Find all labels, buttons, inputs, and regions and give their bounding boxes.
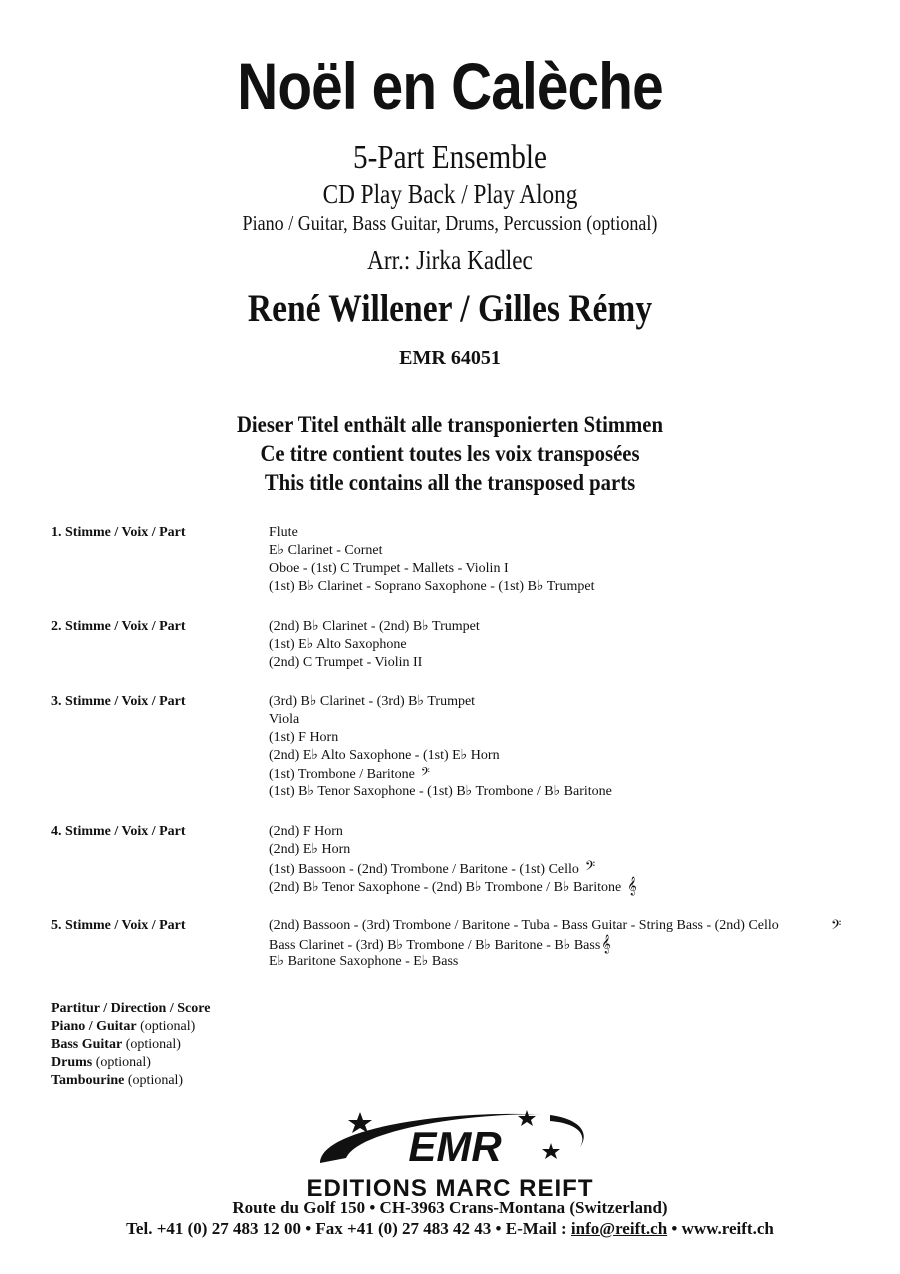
instrument-line: Flute xyxy=(269,525,298,540)
email-link[interactable]: info@reift.ch xyxy=(570,1219,668,1238)
catalog-code: EMR 64051 xyxy=(399,347,501,369)
ensemble-subtitle: 5-Part Ensemble xyxy=(352,139,548,176)
note-german: Dieser Titel enthält alle transponierten Stimmen xyxy=(236,412,664,437)
instrument-line: (1st) Bassoon - (2nd) Trombone / Baritone - (1st) Cello 𝄢 xyxy=(269,858,596,877)
part-1-label: 1. Stimme / Voix / Part xyxy=(51,525,186,540)
instrument-line: (2nd) C Trumpet - Violin II xyxy=(269,655,423,670)
instrument-line: (2nd) Bassoon - (3rd) Trombone / Baritone - Tuba - Bass Guitar - String Bass - (2nd) Cello xyxy=(269,918,779,933)
part-4-label: 4. Stimme / Voix / Part xyxy=(51,824,186,839)
star-icon xyxy=(348,1112,372,1133)
note-french: Ce titre contient toutes les voix transposées xyxy=(260,441,640,466)
part-2-instruments xyxy=(269,618,480,672)
instrument-line: (2nd) E♭ Horn xyxy=(269,842,351,857)
instrument-line: (1st) E♭ Alto Saxophone xyxy=(269,637,407,652)
publisher-contact: Tel. +41 (0) 27 483 12 00 • Fax +41 (0) 27 483 42 43 • E-Mail : info@reift.ch • www.reift.ch xyxy=(126,1219,774,1238)
bass-clef-icon: 𝄢 xyxy=(584,858,596,877)
instrument-line: (2nd) B♭ Tenor Saxophone - (2nd) B♭ Trombone / B♭ Baritone 𝄞 xyxy=(269,876,637,895)
bass-clef-icon: 𝄢 xyxy=(420,766,430,782)
instrument-line: Bass Clarinet - (3rd) B♭ Trombone / B♭ Baritone - B♭ Bass𝄞 xyxy=(269,934,611,953)
list-item: Piano / Guitar (optional) xyxy=(51,1019,196,1034)
note-english: This title contains all the transposed parts xyxy=(264,470,636,495)
instrument-line: E♭ Clarinet - Cornet xyxy=(269,543,383,558)
instrument-line: (1st) F Horn xyxy=(269,730,339,745)
treble-clef-icon: 𝄞 xyxy=(601,934,611,953)
list-item: Tambourine (optional) xyxy=(51,1073,184,1088)
instrument-line: (2nd) B♭ Clarinet - (2nd) B♭ Trumpet xyxy=(269,619,480,634)
part-5-label: 5. Stimme / Voix / Part xyxy=(51,918,186,933)
additional-parts-list xyxy=(51,1000,210,1090)
treble-clef-icon: 𝄞 xyxy=(627,876,637,895)
list-item: Partitur / Direction / Score xyxy=(51,1001,211,1016)
instrument-line: (2nd) F Horn xyxy=(269,824,343,839)
composers: René Willener / Gilles Rémy xyxy=(247,287,653,330)
arranger: Arr.: Jirka Kadlec xyxy=(367,245,533,275)
instrument-line: (2nd) E♭ Alto Saxophone - (1st) E♭ Horn xyxy=(269,748,500,763)
instrument-line: E♭ Baritone Saxophone - E♭ Bass xyxy=(269,954,459,969)
instrumentation-subtitle: Piano / Guitar, Bass Guitar, Drums, Percussion (optional) xyxy=(242,211,658,235)
part-3-instruments xyxy=(269,693,612,801)
publisher-logo xyxy=(250,1103,650,1203)
part-2-label: 2. Stimme / Voix / Part xyxy=(51,619,186,634)
instrument-line: Viola xyxy=(269,712,300,727)
playback-subtitle: CD Play Back / Play Along xyxy=(322,179,578,209)
instrument-line: (1st) B♭ Clarinet - Soprano Saxophone - (1st) B♭ Trumpet xyxy=(269,579,595,594)
logo-swoosh-tail xyxy=(550,1115,584,1147)
bass-clef-icon: 𝄢 xyxy=(831,917,842,936)
instrument-line: (1st) Trombone / Baritone 𝄢 xyxy=(269,766,430,782)
page-title: Noël en Calèche xyxy=(237,49,663,123)
instrument-line: Oboe - (1st) C Trumpet - Mallets - Violin I xyxy=(269,561,509,576)
publisher-address: Route du Golf 150 • CH-3963 Crans-Montana (Switzerland) xyxy=(232,1198,668,1217)
part-3-label: 3. Stimme / Voix / Part xyxy=(51,694,186,709)
star-icon xyxy=(518,1110,536,1126)
list-item: Drums (optional) xyxy=(51,1055,151,1070)
list-item: Bass Guitar (optional) xyxy=(51,1037,181,1052)
logo-mark: EMR xyxy=(408,1123,502,1170)
logo-publisher-name: EDITIONS MARC REIFT xyxy=(306,1175,594,1202)
part-5-instruments xyxy=(269,917,779,971)
star-icon xyxy=(542,1143,560,1159)
part-4-instruments xyxy=(269,823,637,895)
part-1-instruments xyxy=(269,524,594,596)
instrument-line: (3rd) B♭ Clarinet - (3rd) B♭ Trumpet xyxy=(269,694,476,709)
instrument-line: (1st) B♭ Tenor Saxophone - (1st) B♭ Trombone / B♭ Baritone xyxy=(269,784,612,799)
